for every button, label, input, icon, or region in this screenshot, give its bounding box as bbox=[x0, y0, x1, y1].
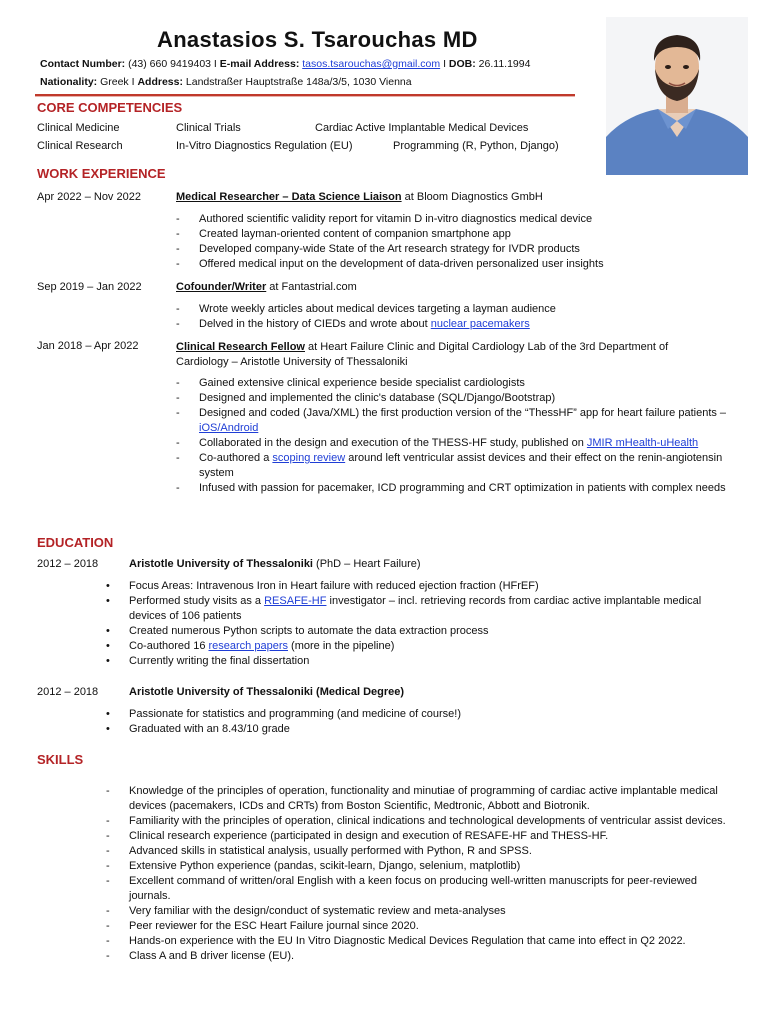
competency-item: Clinical Trials bbox=[176, 122, 241, 134]
list-item-text: Performed study visits as a bbox=[129, 595, 265, 607]
edu-school: Aristotle University of Thessaloniki (Medical Degree) bbox=[129, 686, 405, 698]
competency-item: Clinical Research bbox=[37, 140, 123, 152]
edu-school: Aristotle University of Thessaloniki bbox=[129, 558, 313, 570]
list-item: - Gained extensive clinical experience beside specialist cardiologists bbox=[176, 376, 732, 391]
job-role: Clinical Research Fellow bbox=[176, 341, 305, 353]
job-role: Medical Researcher – Data Science Liaison bbox=[176, 191, 402, 203]
edu-degree: (PhD – Heart Failure) bbox=[313, 558, 421, 570]
list-item: - Hands-on experience with the EU In Vitro Diagnostic Medical Devices Regulation that came into effect in Q2 2022. bbox=[106, 934, 730, 949]
edu-bullets bbox=[106, 707, 726, 737]
nationality-label: Nationality: bbox=[40, 76, 98, 88]
list-item: - Very familiar with the design/conduct of systematic review and meta-analyses bbox=[106, 904, 730, 919]
job-bullets bbox=[176, 376, 732, 496]
list-item: - Designed and implemented the clinic's database (SQL/Django/Bootstrap) bbox=[176, 391, 732, 406]
list-item: - Offered medical input on the development of data-driven personalized user insights bbox=[176, 257, 736, 272]
nationality-line bbox=[40, 76, 412, 88]
header-divider-shadow bbox=[35, 96, 575, 97]
list-item: - Knowledge of the principles of operation, functionality and minutiae of programming of cardiac active implantable medical devices (pacemakers, ICDs and CRTs) from Boston Scientific, Medtronic, Abbott and Biotronik. bbox=[106, 784, 730, 814]
edu-dates: 2012 – 2018 bbox=[37, 686, 99, 698]
edu-bullets bbox=[106, 579, 726, 669]
list-item: - Excellent command of written/oral English with a keen focus on producing well-written manuscripts for peer-reviewed journals. bbox=[106, 874, 730, 904]
separator: I bbox=[131, 76, 135, 88]
list-item: - Advanced skills in statistical analysis, usually performed with Python, R and SPSS. bbox=[106, 844, 730, 859]
list-item: • Graduated with an 8.43/10 grade bbox=[106, 722, 726, 737]
list-item: • Created numerous Python scripts to automate the data extraction process bbox=[106, 624, 726, 639]
list-item-text: around left ventricular assist devices and their effect on the renin-angiotensin system bbox=[199, 452, 723, 479]
job-bullets bbox=[176, 302, 736, 332]
list-item: - Class A and B driver license (EU). bbox=[106, 949, 730, 964]
competency-item: Clinical Medicine bbox=[37, 122, 120, 134]
list-item bbox=[176, 317, 736, 332]
avatar bbox=[606, 17, 748, 175]
job-bullets bbox=[176, 212, 736, 272]
list-item: • Focus Areas: Intravenous Iron in Heart failure with reduced ejection fraction (HFrEF) bbox=[106, 579, 726, 594]
list-item: - Created layman-oriented content of companion smartphone app bbox=[176, 227, 736, 242]
jmir-link[interactable]: JMIR mHealth-uHealth bbox=[586, 437, 699, 449]
job-company: at Fantastrial.com bbox=[266, 281, 357, 293]
competency-item: In-Vitro Diagnostics Regulation (EU) bbox=[176, 140, 353, 152]
job-company: at Bloom Diagnostics GmbH bbox=[401, 191, 543, 203]
list-item-text: Co-authored 16 bbox=[129, 640, 209, 652]
address-label: Address: bbox=[137, 76, 183, 88]
email-label: E-mail Address: bbox=[219, 58, 300, 70]
page-title: Anastasios S. Tsarouchas MD bbox=[157, 27, 478, 52]
list-item-text: investigator – incl. retrieving records from cardiac active implantable medical devices of 106 patients bbox=[129, 595, 702, 622]
list-item-text: Collaborated in the design and execution of the THESS-HF study, published on bbox=[199, 437, 587, 449]
list-item bbox=[176, 436, 732, 451]
scoping-review-link[interactable]: scoping review bbox=[272, 452, 346, 464]
separator: I bbox=[443, 58, 446, 70]
job-dates: Sep 2019 – Jan 2022 bbox=[37, 281, 142, 293]
job-dates: Apr 2022 – Nov 2022 bbox=[37, 191, 141, 203]
research-papers-link[interactable]: research papers bbox=[208, 640, 288, 652]
separator: I bbox=[213, 58, 217, 70]
list-item: - Developed company-wide State of the Art research strategy for IVDR products bbox=[176, 242, 736, 257]
list-item-text: Designed and coded (Java/XML) the first production version of the “ThessHF” app for heart failure patients – bbox=[199, 407, 727, 419]
contact-line bbox=[40, 58, 530, 70]
dob-label: DOB: bbox=[448, 58, 476, 70]
list-item-text: Delved in the history of CIEDs and wrote about bbox=[199, 318, 431, 330]
list-item bbox=[176, 406, 732, 436]
list-item: - Familiarity with the principles of operation, clinical indications and technological developments of ventricular assist devices. bbox=[106, 814, 730, 829]
list-item: • Currently writing the final dissertation bbox=[106, 654, 726, 669]
list-item: • Passionate for statistics and programming (and medicine of course!) bbox=[106, 707, 726, 722]
nationality-value: Greek bbox=[100, 76, 129, 88]
list-item bbox=[106, 594, 726, 624]
resafe-hf-link[interactable]: RESAFE-HF bbox=[264, 595, 327, 607]
address-value: Landstraßer Hauptstraße 148a/3/5, 1030 Vienna bbox=[185, 76, 412, 88]
skills-list bbox=[106, 784, 730, 964]
contact-label: Contact Number: bbox=[40, 58, 126, 70]
job-role: Cofounder/Writer bbox=[176, 281, 267, 293]
job-dates: Jan 2018 – Apr 2022 bbox=[37, 340, 139, 352]
list-item-text: Co-authored a bbox=[199, 452, 273, 464]
contact-number: (43) 660 9419403 bbox=[128, 58, 211, 70]
job-company: at Heart Failure Clinic and Digital Cardiology Lab of the 3rd Department of Cardiology – Aristotle University of Thessaloniki bbox=[176, 341, 669, 368]
list-item: - Peer reviewer for the ESC Heart Failure journal since 2020. bbox=[106, 919, 730, 934]
list-item bbox=[176, 451, 732, 481]
list-item: - Clinical research experience (participated in design and execution of RESAFE-HF and THESS-HF. bbox=[106, 829, 730, 844]
section-title-work: WORK EXPERIENCE bbox=[37, 166, 166, 181]
section-title-core: CORE COMPETENCIES bbox=[37, 100, 183, 115]
list-item bbox=[106, 639, 726, 654]
job-title-line bbox=[176, 281, 357, 293]
email-link[interactable]: tasos.tsarouchas@gmail.com bbox=[302, 58, 441, 70]
ios-android-link[interactable]: iOS/Android bbox=[199, 422, 259, 434]
job-title-line bbox=[176, 191, 543, 203]
job-title-line bbox=[176, 340, 721, 370]
list-item-text: (more in the pipeline) bbox=[288, 640, 395, 652]
profile-photo bbox=[606, 17, 748, 175]
edu-dates: 2012 – 2018 bbox=[37, 558, 99, 570]
section-title-skills: SKILLS bbox=[37, 752, 84, 767]
edu-title-line bbox=[129, 558, 421, 570]
dob-value: 26.11.1994 bbox=[478, 58, 531, 70]
list-item: - Wrote weekly articles about medical devices targeting a layman audience bbox=[176, 302, 736, 317]
list-item: - Authored scientific validity report for vitamin D in-vitro diagnostics medical device bbox=[176, 212, 736, 227]
competency-item: Programming (R, Python, Django) bbox=[393, 140, 559, 152]
list-item: - Infused with passion for pacemaker, ICD programming and CRT optimization in patients with complex needs bbox=[176, 481, 732, 496]
list-item: - Extensive Python experience (pandas, scikit-learn, Django, selenium, matplotlib) bbox=[106, 859, 730, 874]
nuclear-pacemakers-link[interactable]: nuclear pacemakers bbox=[430, 318, 530, 330]
section-title-education: EDUCATION bbox=[37, 535, 114, 550]
competency-item: Cardiac Active Implantable Medical Devices bbox=[315, 122, 529, 134]
